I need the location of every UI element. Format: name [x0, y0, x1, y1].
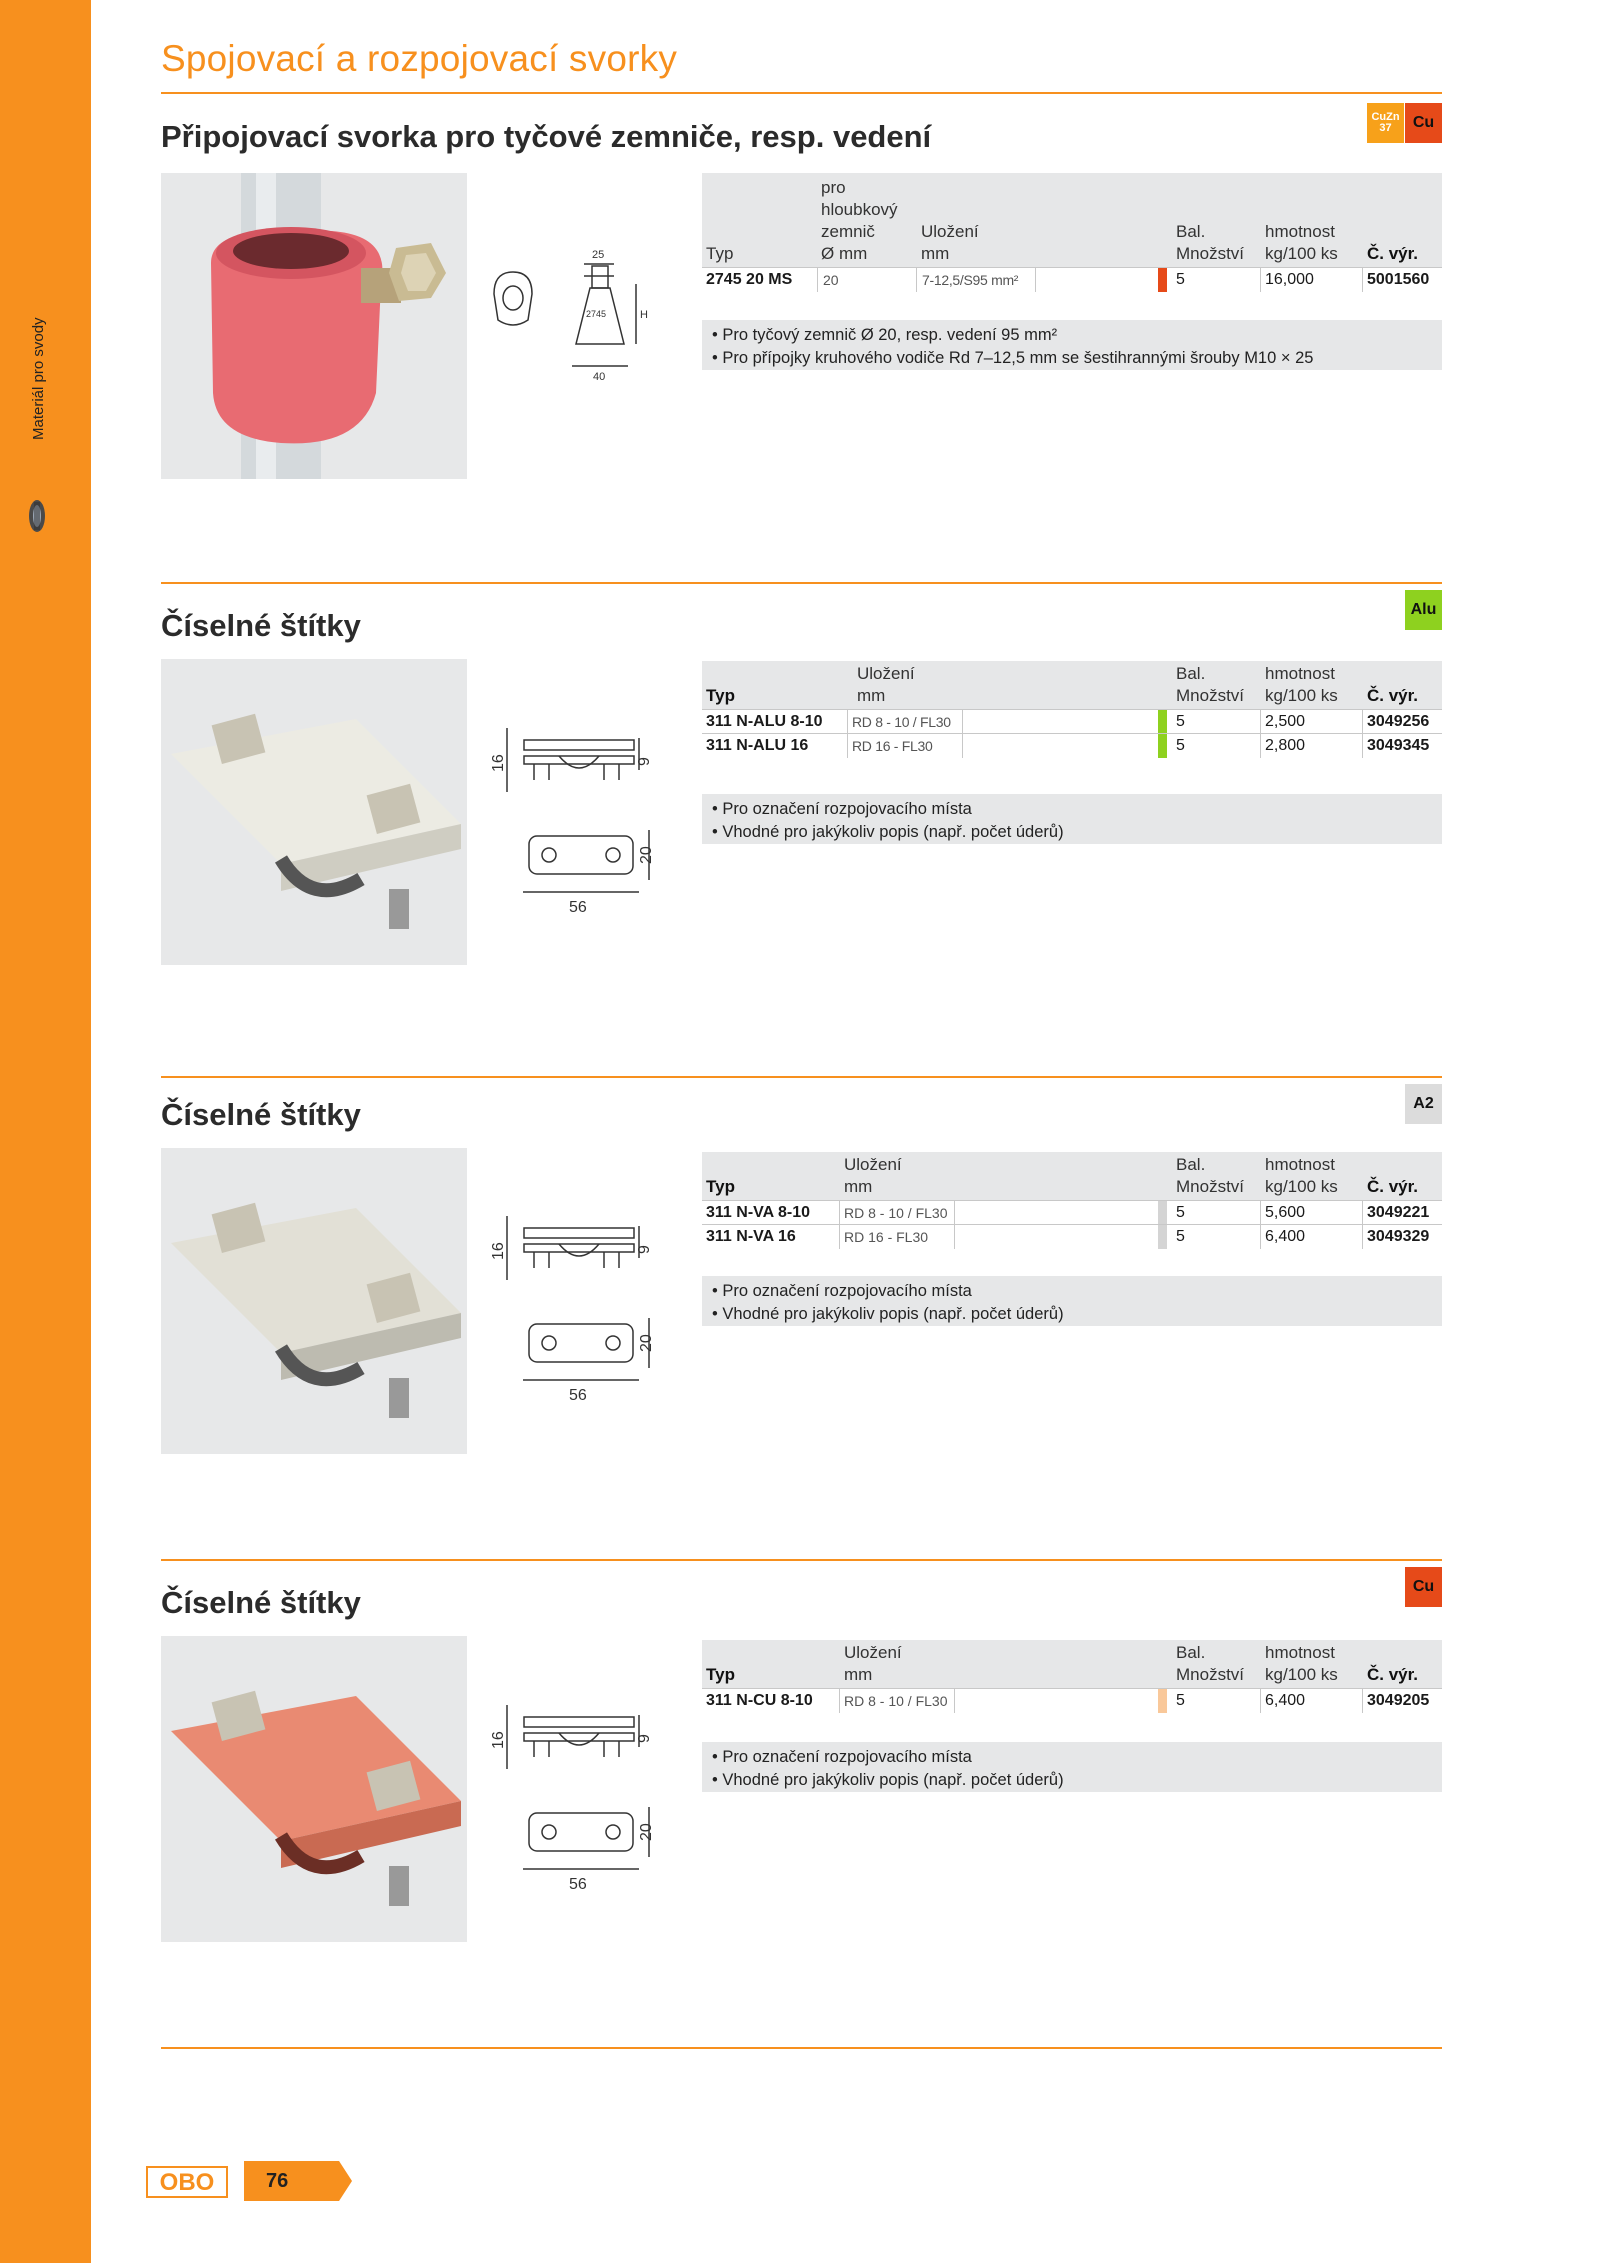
technical-drawing	[479, 700, 655, 930]
product-photo	[161, 1636, 467, 1942]
sidebar	[0, 0, 91, 2263]
dim-16: 16	[490, 1242, 507, 1260]
section-title: Číselné štítky	[161, 1585, 361, 1620]
header-pro-1: pro	[821, 178, 846, 197]
product-notes: • Pro označení rozpojovacího místa • Vhodné pro jakýkoliv popis (např. počet úderů)	[702, 1276, 1442, 1326]
table-row: 311 N-CU 8-10 RD 8 - 10 / FL30 5 6,400 3049205	[702, 1688, 1442, 1712]
product-notes: • Pro tyčový zemnič Ø 20, resp. vedení 95 mm² • Pro přípojky kruhového vodiče Rd 7–12,5 mm se šestihrannými šrouby M10 × 25	[702, 320, 1442, 370]
material-badge-alu: Alu	[1405, 590, 1442, 630]
dim-16: 16	[490, 754, 507, 772]
dim-top: 25	[592, 249, 605, 261]
section-number-tags-alu	[161, 582, 1442, 982]
technical-drawing	[479, 1677, 655, 1907]
header-ulozeni-unit: mm	[921, 244, 950, 263]
header-hmotnost-unit: kg/100 ks	[1265, 244, 1338, 263]
section-number-tags-cu	[161, 1559, 1442, 1959]
header-mnozstvi: Množství	[1176, 244, 1245, 263]
technical-drawing	[476, 244, 686, 384]
header-ulozeni: Uložení	[921, 222, 979, 241]
technical-drawing	[479, 1188, 655, 1418]
product-table	[702, 1640, 1442, 1712]
section-title: Připojovací svorka pro tyčové zemniče, resp. vedení	[161, 119, 932, 154]
table-row: 2745 20 MS 20 7-12,5/S95 mm² 5 16,000 5001560	[702, 267, 1442, 291]
dim-56: 56	[569, 899, 587, 916]
material-badge-cu: Cu	[1405, 1567, 1442, 1607]
section-divider	[161, 1559, 1442, 1561]
section-divider	[161, 582, 1442, 584]
dim-side: H	[640, 309, 648, 321]
page-number: 76	[266, 2170, 289, 2192]
header-hmotnost: hmotnost	[1265, 222, 1335, 241]
header-pro-2: hloubkový	[821, 200, 898, 219]
table-row: 311 N-VA 16 RD 16 - FL30 5 6,400 3049329	[702, 1224, 1442, 1248]
obo-logo	[146, 2166, 228, 2198]
table-row: 311 N-ALU 16 RD 16 - FL30 5 2,800 3049345	[702, 733, 1442, 757]
dim-20: 20	[638, 846, 655, 864]
table-header	[702, 173, 1442, 267]
table-header: Uložení mm Typ Bal. Množství hmotnost kg/100 ks Č. výr.	[702, 1152, 1442, 1200]
section-rod-clamp	[161, 94, 1442, 494]
drawing-marking: 2745	[586, 309, 607, 319]
material-badge-cu: Cu	[1405, 103, 1442, 143]
material-badge-a2: A2	[1405, 1084, 1442, 1124]
section-divider	[161, 1076, 1442, 1078]
svg-text:OBO: OBO	[159, 2169, 215, 2196]
header-pro-4: Ø mm	[821, 244, 868, 263]
header-pro-3: zemnič	[821, 222, 875, 241]
material-badge-cuzn: CuZn 37	[1367, 103, 1404, 143]
section-title: Číselné štítky	[161, 1097, 361, 1132]
bolt-clamp-icon	[24, 494, 50, 538]
dim-56: 56	[569, 1876, 587, 1893]
header-bal: Bal.	[1176, 222, 1206, 241]
dim-20: 20	[638, 1334, 655, 1352]
table-row: 311 N-ALU 8-10 RD 8 - 10 / FL30 5 2,500 3049256	[702, 709, 1442, 733]
header-cislo: Č. výr.	[1367, 244, 1419, 263]
dim-20: 20	[638, 1823, 655, 1841]
bottom-divider	[161, 2047, 1442, 2049]
table-header: Uložení mm Typ Bal. Množství hmotnost kg/100 ks Č. výr.	[702, 661, 1442, 709]
table-row: 311 N-VA 8-10 RD 8 - 10 / FL30 5 5,600 3049221	[702, 1200, 1442, 1224]
dim-16: 16	[490, 1731, 507, 1749]
sidebar-label-text: Materiál pro svody	[30, 317, 47, 440]
section-number-tags-a2	[161, 1076, 1442, 1476]
page-title: Spojovací a rozpojovací svorky	[161, 38, 678, 79]
table-header: Uložení mm Typ Bal. Množství hmotnost kg/100 ks Č. výr.	[702, 1640, 1442, 1688]
dim-9: 9	[636, 757, 653, 766]
product-photo	[161, 659, 467, 965]
product-notes: • Pro označení rozpojovacího místa • Vhodné pro jakýkoliv popis (např. počet úderů)	[702, 794, 1442, 844]
material-color-bar	[1158, 268, 1167, 292]
header-typ: Typ	[706, 244, 734, 263]
product-photo	[161, 1148, 467, 1454]
product-table	[702, 1152, 1442, 1248]
page-number-tab	[244, 2161, 352, 2201]
product-table	[702, 173, 1442, 291]
dim-9: 9	[636, 1245, 653, 1254]
product-table	[702, 661, 1442, 757]
dim-56: 56	[569, 1387, 587, 1404]
section-title: Číselné štítky	[161, 608, 361, 643]
dim-bottom: 40	[593, 371, 606, 383]
dim-9: 9	[636, 1734, 653, 1743]
product-notes: • Pro označení rozpojovacího místa • Vhodné pro jakýkoliv popis (např. počet úderů)	[702, 1742, 1442, 1792]
product-photo	[161, 173, 467, 479]
